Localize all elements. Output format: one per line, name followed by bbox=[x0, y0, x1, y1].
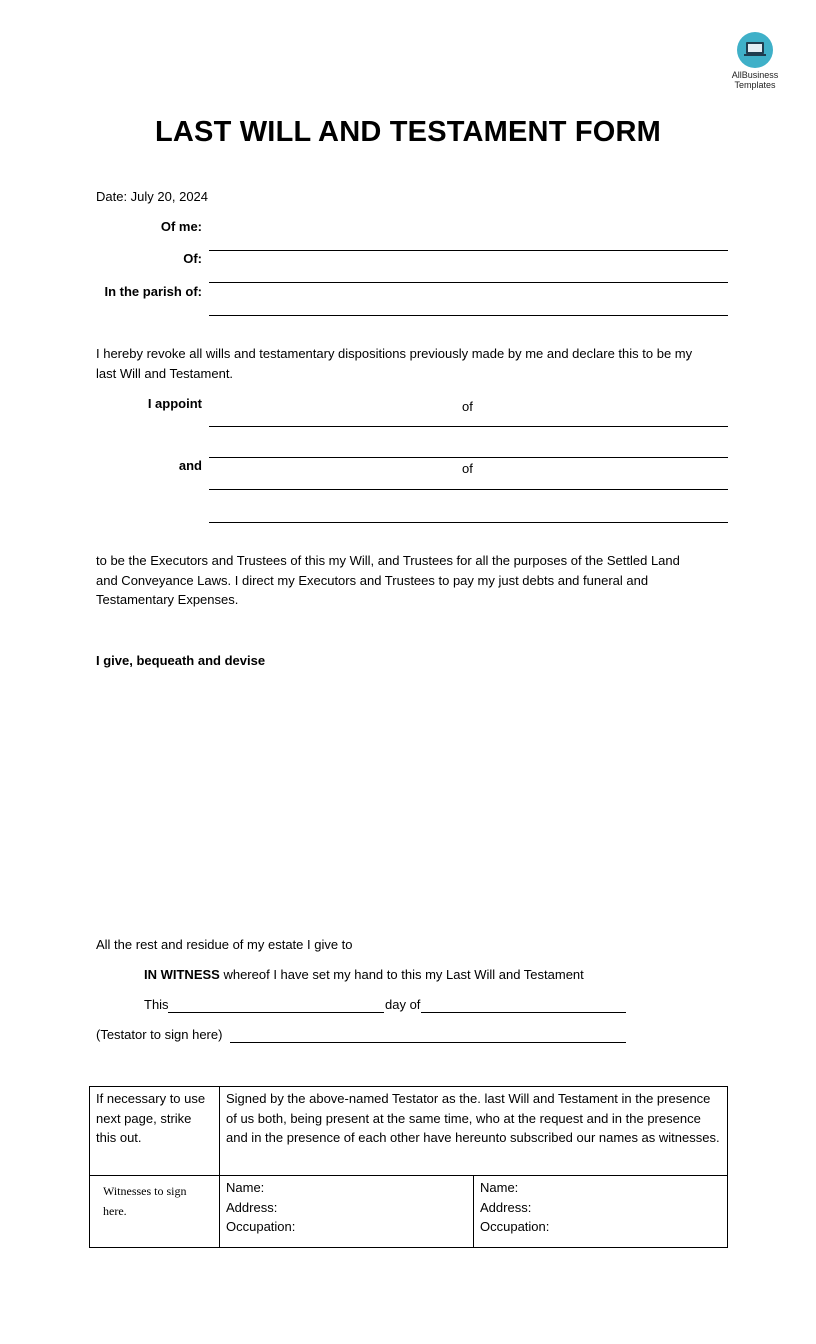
witness-1-cell[interactable] bbox=[220, 1176, 474, 1248]
laptop-icon bbox=[737, 32, 773, 68]
this-label: This bbox=[144, 997, 169, 1012]
trustees-paragraph bbox=[96, 551, 736, 610]
witness-2-name-label: Name: bbox=[480, 1180, 519, 1195]
witness-table bbox=[89, 1086, 728, 1248]
appoint-label: I appoint bbox=[147, 396, 202, 411]
testator-signature-field[interactable] bbox=[230, 1042, 626, 1043]
witnesses-note-cell: Witnesses to sign here. bbox=[90, 1176, 220, 1248]
allbusiness-logo bbox=[726, 32, 784, 90]
revoke-line-2: last Will and Testament. bbox=[96, 365, 234, 381]
witness-2-occupation-label: Occupation: bbox=[480, 1219, 550, 1234]
date-text: Date: July 20, 2024 bbox=[96, 189, 209, 204]
table-row bbox=[90, 1176, 728, 1248]
of-word-2: of bbox=[462, 461, 473, 476]
logo-text-line2: Templates bbox=[734, 80, 776, 90]
page-title: LAST WILL AND TESTAMENT FORM bbox=[154, 116, 662, 148]
of-me-label: Of me: bbox=[160, 219, 202, 234]
executor-1-field[interactable] bbox=[209, 426, 728, 427]
testator-sign-label: (Testator to sign here) bbox=[96, 1027, 223, 1042]
of-me-field[interactable] bbox=[209, 250, 728, 251]
witness-1-address-label: Address: bbox=[226, 1199, 278, 1215]
trustees-line-1: to be the Executors and Trustees of this my Will, and Trustees for all the purposes of the Settled Land bbox=[96, 553, 680, 568]
revoke-line-1: I hereby revoke all wills and testamentary dispositions previously made by me and declare this to be my bbox=[96, 346, 693, 361]
executor-2-address-field[interactable] bbox=[209, 522, 728, 523]
bequest-heading: I give, bequeath and devise bbox=[96, 653, 266, 668]
in-witness-text bbox=[144, 965, 584, 985]
day-field[interactable] bbox=[168, 1012, 384, 1013]
logo-text-line1: AllBusiness bbox=[731, 70, 779, 80]
revoke-paragraph bbox=[96, 344, 736, 383]
in-witness-bold: IN WITNESS bbox=[144, 967, 220, 982]
attestation-cell: Signed by the above-named Testator as the. last Will and Testament in the presence of us both, being present at the same time, who at the request and in the presence and in the presence of each other have hereunto subscribed our names as witnesses. bbox=[220, 1087, 728, 1176]
bequest-area[interactable] bbox=[96, 680, 728, 920]
of-field[interactable] bbox=[209, 282, 728, 283]
strike-note-cell: If necessary to use next page, strike this out. bbox=[90, 1087, 220, 1176]
in-witness-rest: whereof I have set my hand to this my Last Will and Testament bbox=[219, 967, 584, 982]
and-label: and bbox=[178, 458, 202, 473]
witness-2-address-label: Address: bbox=[480, 1199, 532, 1215]
witness-1-name-label: Name: bbox=[226, 1180, 265, 1195]
of-word-1: of bbox=[462, 399, 473, 414]
executor-2-field[interactable] bbox=[209, 489, 728, 490]
trustees-line-3: Testamentary Expenses. bbox=[96, 592, 239, 607]
month-year-field[interactable] bbox=[421, 1012, 626, 1013]
of-label: Of: bbox=[183, 251, 202, 266]
witness-1-occupation-label: Occupation: bbox=[226, 1219, 296, 1234]
parish-field[interactable] bbox=[209, 315, 728, 316]
witness-2-cell[interactable] bbox=[474, 1176, 728, 1248]
trustees-line-2: and Conveyance Laws. I direct my Executors and Trustees to pay my just debts and funeral and bbox=[96, 572, 649, 588]
residue-text: All the rest and residue of my estate I give to bbox=[96, 937, 353, 952]
executor-1-address-field[interactable] bbox=[209, 457, 728, 458]
table-row bbox=[90, 1087, 728, 1176]
parish-label: In the parish of: bbox=[104, 284, 202, 299]
day-of-label: day of bbox=[385, 997, 421, 1012]
